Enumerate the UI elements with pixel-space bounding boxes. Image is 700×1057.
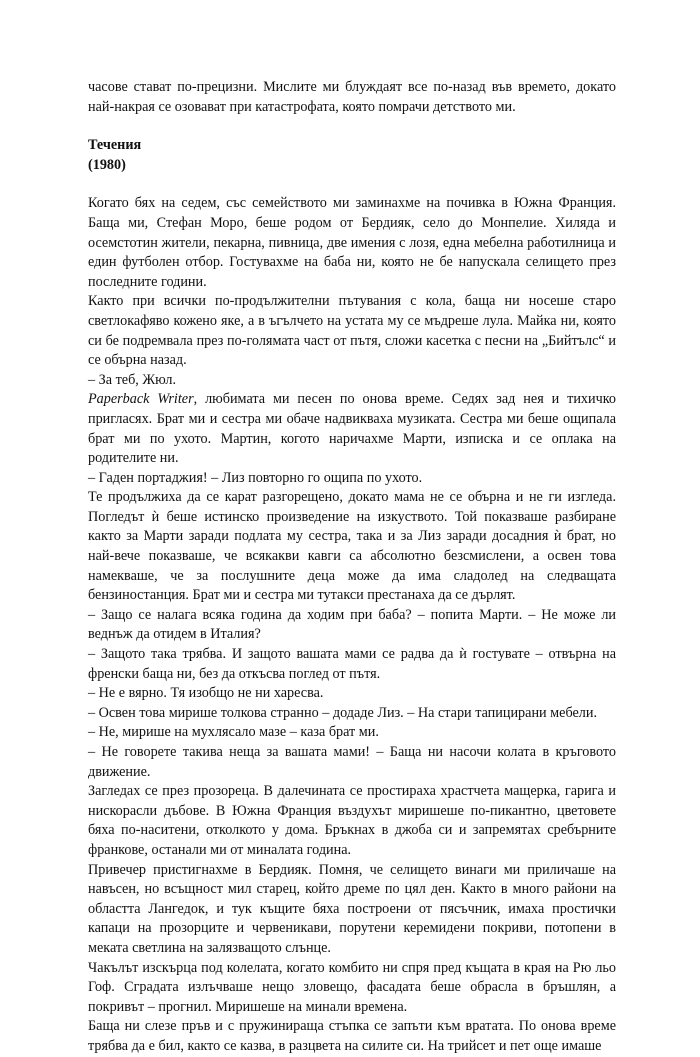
paragraph: Чакълът изскърца под колелата, когато комбито ни спря пред къщата в края на Рю льо Гоф. Сградата излъчваше нещо зловещо, фасадата беше обрасла в бръшлян, а покривът – прогнил. Миришеше на минали времена. [88,959,616,1015]
intro-paragraph: часове стават по-прецизни. Мислите ми блуждаят все по-назад във времето, докато най-накрая се озовават при катастрофата, която помрачи детството ми. [88,79,616,115]
paragraph: – Гаден портаджия! – Лиз повторно го ощипа по ухото. [88,469,423,486]
chapter-title: Течения [88,137,142,154]
paragraph [88,390,616,468]
paragraph: – Защо се налага всяка година да ходим при баба? – попита Марти. – Не може ли веднъж да отидем в Италия? [88,606,616,643]
paragraph: – Не, мирише на мухлясало мазе – каза брат ми. [88,724,379,741]
paragraph: Когато бях на седем, със семейството ми заминахме на почивка в Южна Франция. Баща ми, Стефан Моро, беше родом от Бердияк, село до Монпелие. Хиляда и осемстотин жители, пекарна, пивница, две имения с лозя, една мебелна работилница и един футболен отбор. Гостувахме на баба ни, която не бе напускала селището през последните години. [88,195,616,290]
chapter-year: (1980) [88,156,126,173]
paragraph: Баща ни слезе пръв и с пружинираща стъпка се запъти към вратата. По онова време трябва да е бил, както се казва, в разцвета на силите си. На трийсет и пет още имаше [88,1018,616,1054]
paragraph-text: , любимата ми песен по онова време. Седях зад нея и тихичко пригласях. Брат ми и сестра ми обаче надвикваха музиката. Сестра ми беше ощипала брат ми по ухото. Мартин, когото наричахме Марти, изписка и се оплака на родителите ни. [88,391,616,467]
paragraph: Привечер пристигнахме в Бердияк. Помня, че селището винаги ми приличаше на навъсен, но всъщност мил старец, който дреме по цял ден. Както в много райони на областта Лангедок, и тук къщите бяха построени от пясъчник, имаха простички капаци на прозорците и червеникави, порутени керемидени покриви, потопени в меката светлина на залязващото слънце. [88,861,616,956]
document-page [88,78,616,1057]
paragraph: – Не говорете такива неща за вашата мами! – Баща ни насочи колата в кръговото движение. [88,744,616,780]
chapter-heading [88,136,616,175]
paragraph: Те продължиха да се карат разгорещено, докато мама не се обърна и не ги изгледа. Погледът ѝ беше истинско произведение на изкуството. Той показваше разбиране както за Марти заради подлата му сестра, така и за Лиз заради досадния ѝ брат, но най-вече показваше, че всякакви кавги са абсолютно безсмислени, а освен това намекваше, че за послушните деца може да има сладолед на следващата бензиностанция. Брат ми и сестра ми тутакси престанаха да се дърлят. [88,489,616,604]
paragraph: – За теб, Жюл. [88,371,176,388]
paragraph: Както при всички по-продължителни пътувания с кола, баща ни носеше старо светлокафяво кожено яке, а в ъгълчето на устата му се мъдреше лула. Майка ни, която си бе подремвала през по-голямата част от пътя, сложи касетка с песни на „Бийтълс“ и се обърна назад. [88,293,616,369]
paragraph: – Не е вярно. Тя изобщо не ни харесва. [88,685,324,702]
paragraph: – Защото така трябва. И защото вашата мами се радва да ѝ гостувате – отвърна на френски баща ни, без да откъсва поглед от пътя. [88,646,616,682]
paragraph: – Освен това мирише толкова странно – додаде Лиз. – На стари тапицирани мебели. [88,704,597,721]
song-title: Paperback Writer [88,391,194,408]
paragraph: Загледах се през прозореца. В далечината се простираха храстчета мащерка, гарига и нискорасли дъбове. В Южна Франция въздухът миришеше по-пикантно, цветовете бяха по-наситени, отколкото у дома. Бръкнах в джоба си и запремятах сребърните франкове, останали ми от миналата година. [88,783,616,858]
